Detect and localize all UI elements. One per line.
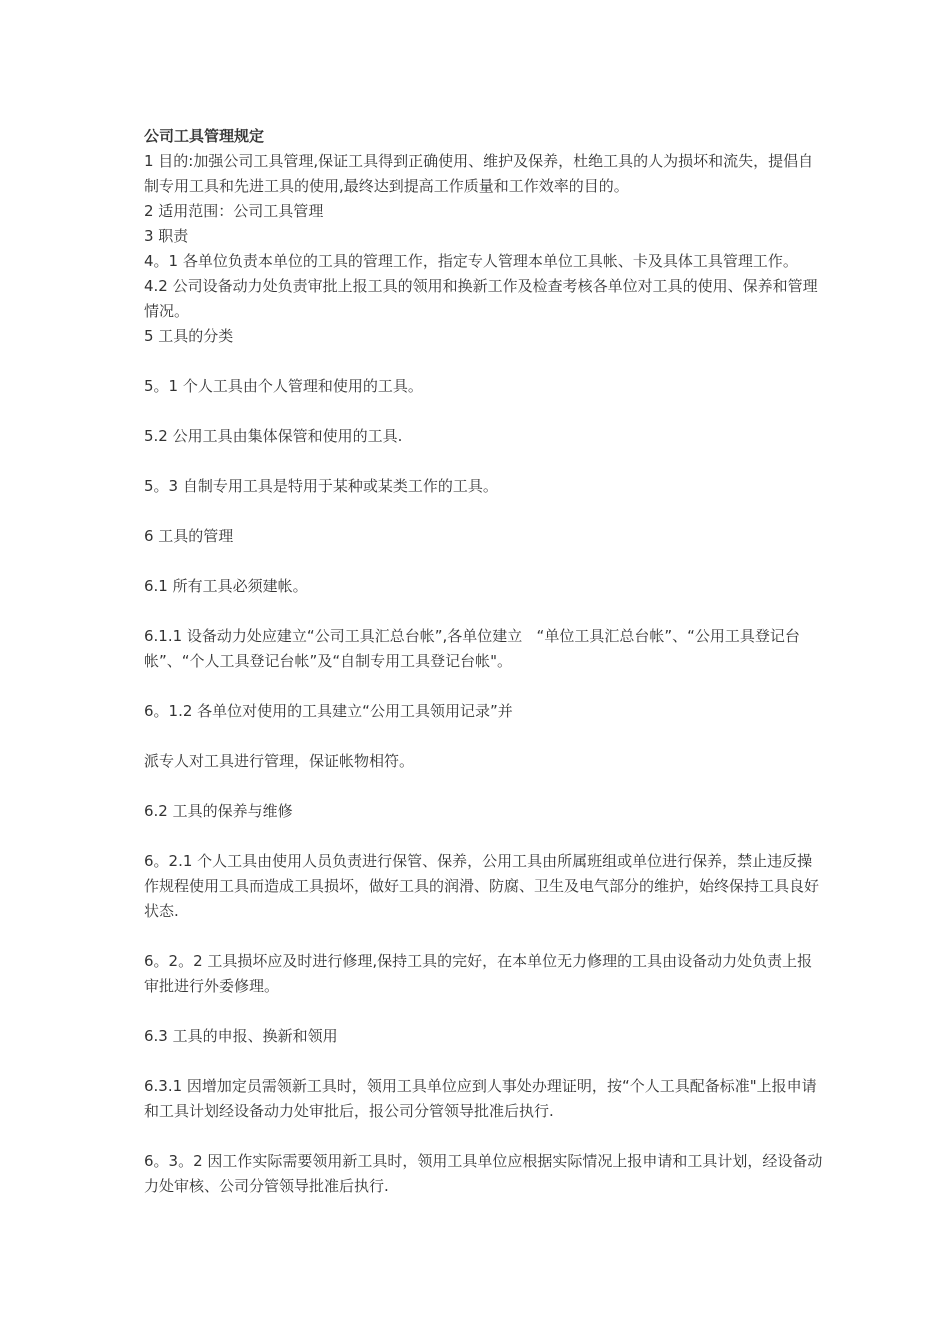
document-body xyxy=(144,124,824,1199)
paragraph-5-1: 5。1 个人工具由个人管理和使用的工具。 xyxy=(144,377,423,395)
heading-responsibilities: 3 职责 xyxy=(144,227,189,245)
paragraph-6-3-1: 6.3.1 因增加定员需领新工具时，领用工具单位应到人事处办理证明，按“个人工具配备标准"上报申请和工具计划经设备动力处审批后，报公司分管领导批准后执行. xyxy=(144,1077,817,1120)
paragraph-4-1: 4。1 各单位负责本单位的工具的管理工作，指定专人管理本单位工具帐、卡及具体工具管理工作。 xyxy=(144,252,798,270)
paragraph-4-2: 4.2 公司设备动力处负责审批上报工具的领用和换新工作及检查考核各单位对工具的使用、保养和管理情况。 xyxy=(144,277,818,320)
paragraph-6-1-1: 6.1.1 设备动力处应建立“公司工具汇总台帐”,各单位建立 “单位工具汇总台帐”、“公用工具登记台帐”、“个人工具登记台帐”及“自制专用工具登记台帐"。 xyxy=(144,627,800,670)
paragraph-6-1: 6.1 所有工具必须建帐。 xyxy=(144,577,308,595)
paragraph-5-2: 5.2 公用工具由集体保管和使用的工具. xyxy=(144,427,403,445)
document-title: 公司工具管理规定 xyxy=(144,127,265,145)
paragraph-6-1-2: 6。1.2 各单位对使用的工具建立“公用工具领用记录”并 xyxy=(144,702,513,720)
paragraph-5-3: 5。3 自制专用工具是特用于某种或某类工作的工具。 xyxy=(144,477,498,495)
heading-6-3: 6.3 工具的申报、换新和领用 xyxy=(144,1027,338,1045)
heading-tool-classification: 5 工具的分类 xyxy=(144,327,234,345)
paragraph-6-1-2-continued: 派专人对工具进行管理，保证帐物相符。 xyxy=(144,752,415,770)
paragraph-scope: 2 适用范围：公司工具管理 xyxy=(144,202,324,220)
heading-6-2: 6.2 工具的保养与维修 xyxy=(144,802,293,820)
heading-tool-management: 6 工具的管理 xyxy=(144,527,234,545)
paragraph-purpose: 1 目的:加强公司工具管理,保证工具得到正确使用、维护及保养，杜绝工具的人为损坏和流失，提倡自制专用工具和先进工具的使用,最终达到提高工作质量和工作效率的目的。 xyxy=(144,152,814,195)
paragraph-6-3-2: 6。3。2 因工作实际需要领用新工具时，领用工具单位应根据实际情况上报申请和工具计划，经设备动力处审核、公司分管领导批准后执行. xyxy=(144,1152,823,1195)
paragraph-6-2-1: 6。2.1 个人工具由使用人员负责进行保管、保养，公用工具由所属班组或单位进行保养，禁止违反操作规程使用工具而造成工具损坏，做好工具的润滑、防腐、卫生及电气部分的维护，始终保持工具良好状态. xyxy=(144,852,820,920)
paragraph-6-2-2: 6。2。2 工具损坏应及时进行修理,保持工具的完好，在本单位无力修理的工具由设备动力处负责上报审批进行外委修理。 xyxy=(144,952,813,995)
